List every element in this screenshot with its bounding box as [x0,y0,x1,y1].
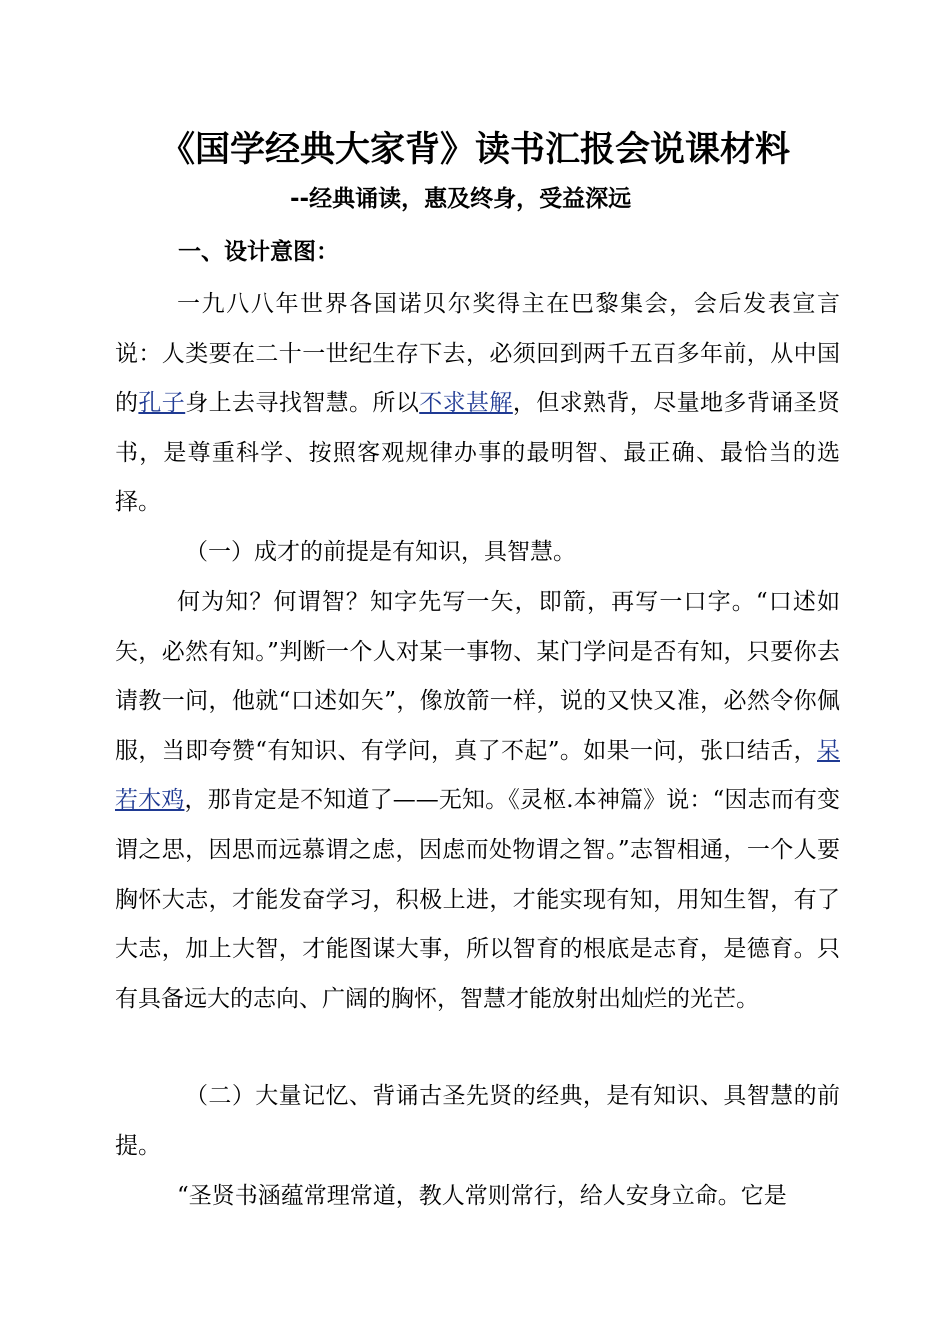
document-title: 《国学经典大家背》读书汇报会说课材料 [159,130,790,170]
document-subtitle: --经典诵读，惠及终身，受益深远 [290,186,632,212]
paragraph-text: 身上去寻找智慧。所以 [185,390,420,417]
paragraph-nobel-declaration [115,280,840,528]
subheading-one: （一）成才的前提是有知识，具智慧。 [185,539,576,565]
paragraph-knowledge-wisdom [115,578,840,1024]
link-confucius[interactable]: 孔子 [138,390,186,417]
paragraph-sage-books: “圣贤书涵蕴常理常道，教人常则常行，给人安身立命。它是 [177,1183,787,1209]
link-dai-ruo-mu-ji[interactable]: 呆若木鸡 [115,737,840,814]
paragraph-text: 一九八八年世界各国诺贝尔奖得主在巴黎集会，会后发表宣言说：人类要在二十一世纪生存下去，必须回到两千五百多年前，从中国的 [115,291,840,417]
subheading-two: （二）大量记忆、背诵古圣先贤的经典，是有知识、具智慧的前提。 [115,1083,840,1159]
link-bu-qiu-shen-jie[interactable]: 不求甚解 [419,390,513,417]
section-heading-design-intent: 一、设计意图： [178,239,339,265]
paragraph-text: ，但求熟背，尽量地多背诵圣贤书，是尊重科学、按照客观规律办事的最明智、最正确、最恰当的选择。 [115,390,841,516]
paragraph-text: ，那肯定是不知道了——无知。《灵枢.本神篇》说：“因志而有变谓之思，因思而远慕谓之虑，因虑而处物谓之智。”志智相通，一个人要胸怀大志，才能发奋学习，积极上进，才能实现有知，用知生智，有了大志，加上大智，才能图谋大事，所以智育的根底是志育，是德育。只有具备远大的志向、广阔的胸怀，智慧才能放射出灿烂的光芒。 [115,787,841,1012]
paragraph-text: 何为知？何谓智？知字先写一矢，即箭，再写一口字。“口述如矢，必然有知。”判断一个人对某一事物、某门学问是否有知，只要你去请教一问，他就“口述如矢”，像放箭一样，说的又快又准，必然令你佩服，当即夸赞“有知识、有学问，真了不起”。如果一问，张口结舌， [115,589,840,764]
